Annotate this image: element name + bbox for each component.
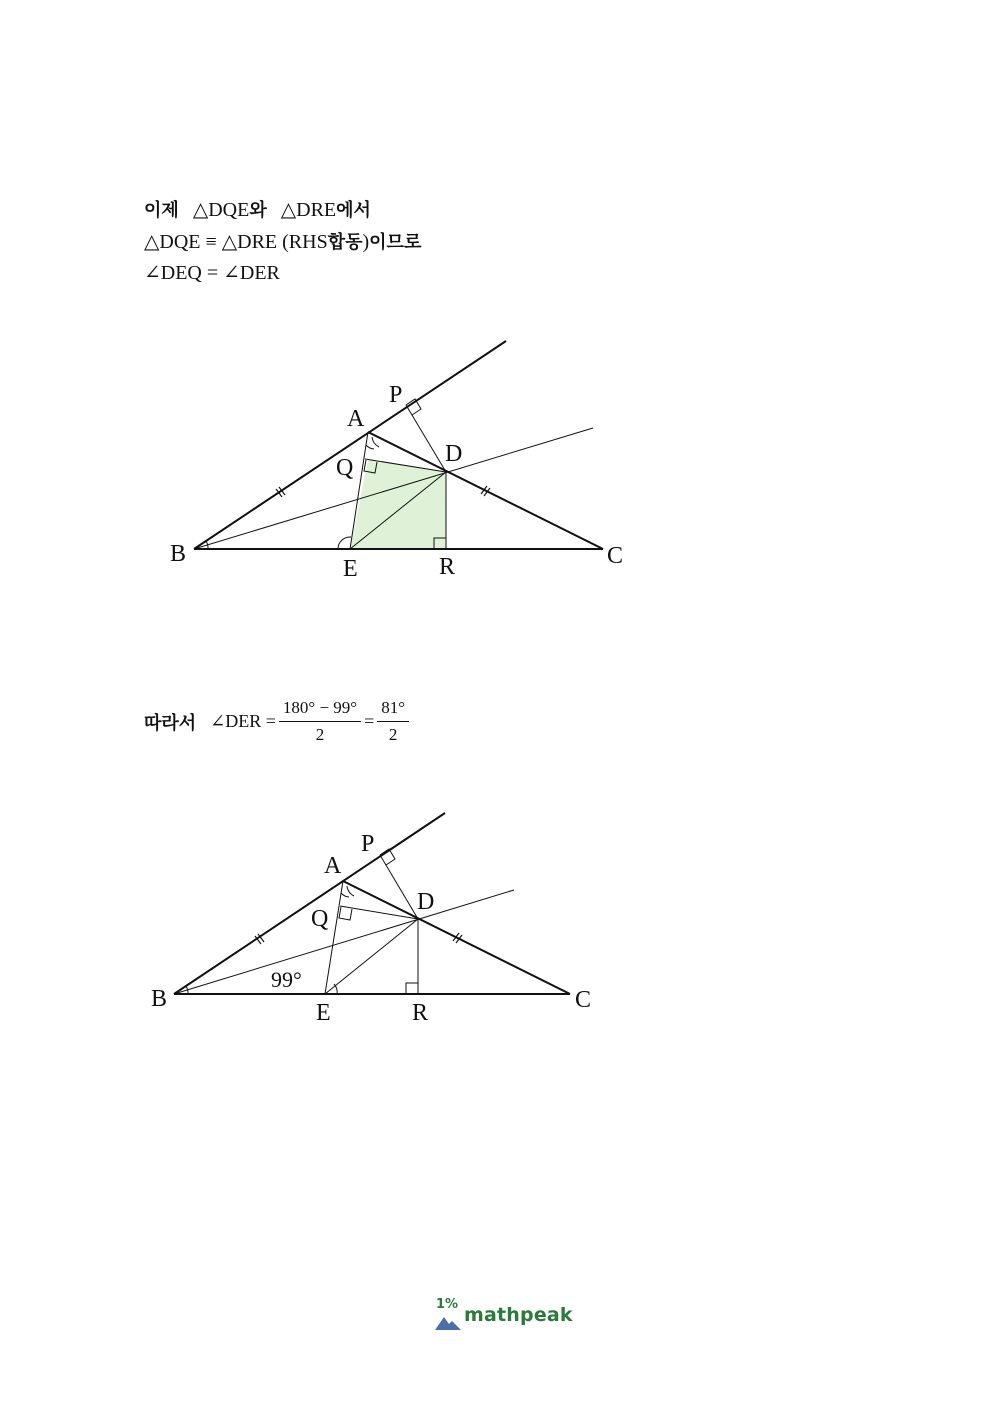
mathpeak-logo <box>434 1297 574 1337</box>
logo-name: mathpeak <box>464 1304 573 1326</box>
fraction-1-denominator: 2 <box>315 725 325 744</box>
label-c: C <box>607 543 624 569</box>
angle-arc-e-2 <box>334 984 337 994</box>
fraction-1-numerator: 180° − 99° <box>279 698 361 722</box>
triangle-dre: △DRE <box>280 199 337 221</box>
label-q: Q <box>336 455 354 481</box>
label-p-2: P <box>361 831 375 857</box>
congruence-statement: △DQE ≡ △DRE (RHS <box>144 231 328 253</box>
line-ae-2 <box>325 881 343 994</box>
angle-equality: ∠DEQ = ∠DER <box>144 262 280 284</box>
close-paren: ) <box>362 231 370 253</box>
right-angle-r-2 <box>406 983 418 994</box>
right-angle-q-2 <box>339 907 352 920</box>
angle-arc-a-2 <box>347 886 354 896</box>
angle-der-lhs: ∠DER = <box>210 711 276 731</box>
fraction-2-numerator: 81° <box>377 698 409 722</box>
word-thus: 따라서 <box>144 712 197 734</box>
label-e: E <box>343 556 358 582</box>
label-d: D <box>445 441 463 467</box>
label-b-2: B <box>151 986 168 1012</box>
label-d-2: D <box>417 889 435 915</box>
label-e-2: E <box>316 1000 331 1026</box>
line-b-ray-a-2 <box>174 813 445 994</box>
mountain-icon <box>434 1313 462 1331</box>
word-therefore: 이므로 <box>369 232 422 253</box>
label-a: A <box>347 406 365 432</box>
fraction-2-denominator: 2 <box>388 725 398 744</box>
equals-sign: = <box>364 711 375 731</box>
label-r: R <box>439 554 456 580</box>
label-p: P <box>389 382 403 408</box>
angle-arc-a-2-inner <box>341 893 349 897</box>
line-de-2 <box>325 919 418 994</box>
word-congruent: 합동 <box>327 232 363 253</box>
label-c-2: C <box>575 987 592 1013</box>
logo-percent: 1% <box>436 1297 459 1312</box>
word-now: 이제 <box>144 200 179 221</box>
word-in: 에서 <box>336 200 371 221</box>
line-ac-2 <box>343 881 570 994</box>
angle-label-99: 99° <box>271 967 302 992</box>
label-r-2: R <box>412 1000 429 1026</box>
triangle-dqe: △DQE <box>192 199 250 221</box>
word-and: 와 <box>249 200 267 221</box>
label-q-2: Q <box>311 906 329 932</box>
label-a-2: A <box>324 853 342 879</box>
label-b: B <box>170 541 187 567</box>
